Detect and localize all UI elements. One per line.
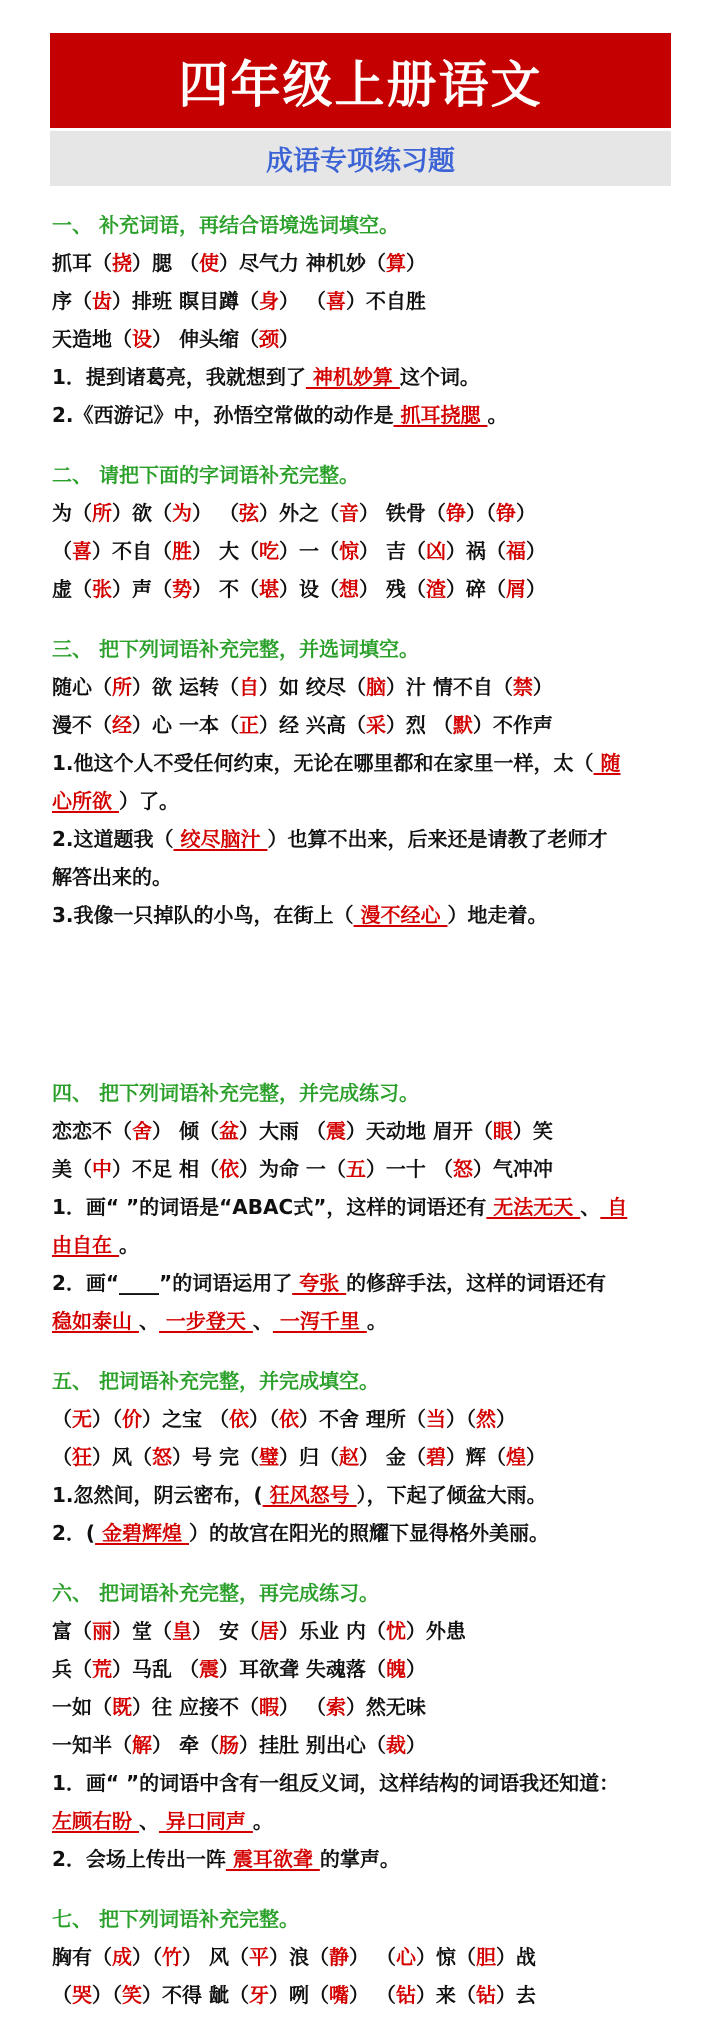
question-text: 的修辞手法，这样的词语还有 bbox=[346, 1271, 607, 1295]
page-title: 四年级上册语文 bbox=[50, 33, 671, 128]
answer-char: 当 bbox=[425, 1407, 446, 1431]
question-text: ）笑 bbox=[512, 1119, 553, 1143]
question-text: ）外患 bbox=[405, 1619, 466, 1643]
question-text: 这个词。 bbox=[399, 365, 480, 389]
question-text: ） bbox=[525, 1445, 546, 1469]
question-text: 。 bbox=[366, 1309, 387, 1333]
question-text: 一如（ bbox=[52, 1695, 112, 1719]
exercise-line bbox=[52, 282, 682, 320]
section-gap bbox=[52, 1878, 682, 1900]
answer-char: 胆 bbox=[475, 1945, 496, 1969]
question-text: 。 bbox=[487, 403, 508, 427]
question-text: ）大雨 （ bbox=[238, 1119, 326, 1143]
question-text: ） 残（ bbox=[358, 577, 426, 601]
section-title: 三、 把下列词语补充完整，并选词填空。 bbox=[52, 637, 419, 661]
question-text: ）（ bbox=[465, 501, 496, 525]
answer-char: 依 bbox=[218, 1157, 239, 1181]
answer-blank: 夸张 bbox=[292, 1271, 347, 1295]
section-title: 一、 补充词语，再结合语境选词填空。 bbox=[52, 213, 399, 237]
answer-char: 肠 bbox=[218, 1733, 239, 1757]
question-text: ）也算不出来，后来还是请教了老师才 bbox=[267, 827, 608, 851]
question-text: 美（ bbox=[52, 1157, 92, 1181]
question-text: 的掌声。 bbox=[319, 1847, 400, 1871]
exercise-line bbox=[52, 706, 682, 744]
answer-char: 默 bbox=[452, 713, 473, 737]
answer-char: 身 bbox=[258, 289, 279, 313]
question-text: 、 bbox=[252, 1309, 273, 1333]
answer-char: 煌 bbox=[505, 1445, 526, 1469]
section-title: 六、 把词语补充完整，再完成练习。 bbox=[52, 1581, 379, 1605]
exercise-line bbox=[52, 1514, 682, 1552]
question-text: 兵（ bbox=[52, 1657, 92, 1681]
answer-char: 采 bbox=[365, 713, 386, 737]
question-text: ）为命 一（ bbox=[238, 1157, 346, 1181]
answer-char: 怒 bbox=[152, 1445, 172, 1469]
question-text: ） bbox=[525, 577, 546, 601]
answer-blank: 自 bbox=[600, 1195, 628, 1219]
question-text: ）（ bbox=[92, 1407, 122, 1431]
question-text: ）尽气力 神机妙（ bbox=[218, 251, 386, 275]
question-text: 解答出来的。 bbox=[52, 865, 172, 889]
exercise-line bbox=[52, 1150, 682, 1188]
answer-blank: 一泻千里 bbox=[272, 1309, 367, 1333]
question-text: ），下起了倾盆大雨。 bbox=[356, 1483, 547, 1507]
answer-char: 震 bbox=[325, 1119, 346, 1143]
answer-char: 然 bbox=[475, 1407, 496, 1431]
answer-blank: 狂风怒号 bbox=[262, 1483, 357, 1507]
question-text: ） （ bbox=[278, 289, 326, 313]
question-text: 抓耳（ bbox=[52, 251, 112, 275]
answer-blank: 震耳欲聋 bbox=[225, 1847, 320, 1871]
answer-char: 想 bbox=[338, 577, 359, 601]
question-text: ）烈 （ bbox=[385, 713, 453, 737]
answer-blank: 异口同声 bbox=[158, 1809, 253, 1833]
exercise-line bbox=[52, 532, 682, 570]
exercise-line bbox=[52, 1612, 682, 1650]
question-text: ）外之（ bbox=[258, 501, 339, 525]
section-gap bbox=[52, 608, 682, 630]
question-text: 。 bbox=[118, 1233, 139, 1257]
exercise-line bbox=[52, 1726, 682, 1764]
exercise-line bbox=[52, 244, 682, 282]
answer-char: 依 bbox=[278, 1407, 299, 1431]
question-text: ）之宝 （ bbox=[142, 1407, 229, 1431]
answer-char: 依 bbox=[228, 1407, 249, 1431]
answer-blank: 金碧辉煌 bbox=[95, 1521, 189, 1545]
question-text: 1．画“ ”的词语是“ABAC式”，这样的词语还有 bbox=[52, 1195, 487, 1219]
answer-char: 自 bbox=[238, 675, 259, 699]
answer-char: 赵 bbox=[338, 1445, 359, 1469]
question-text: ） 风（ bbox=[182, 1945, 249, 1969]
exercise-line bbox=[52, 494, 682, 532]
question-text: ）不足 相（ bbox=[112, 1157, 219, 1181]
question-text: 天造地（ bbox=[52, 327, 132, 351]
question-text: ）号 完（ bbox=[172, 1445, 259, 1469]
exercise-line bbox=[52, 1650, 682, 1688]
question-text: （ bbox=[52, 1445, 72, 1469]
answer-blank: 一步登天 bbox=[158, 1309, 253, 1333]
answer-char: 喜 bbox=[325, 289, 346, 313]
question-text: 、 bbox=[138, 1809, 159, 1833]
question-text: ）的故宫在阳光的照耀下显得格外美丽。 bbox=[189, 1521, 549, 1545]
exercise-line bbox=[52, 1976, 682, 2014]
exercise-line bbox=[52, 1476, 682, 1514]
exercise-line bbox=[52, 320, 682, 358]
question-text: ） （ bbox=[278, 1695, 326, 1719]
question-text: ） bbox=[405, 251, 426, 275]
question-text: ）（ bbox=[248, 1407, 279, 1431]
question-text: ） 大（ bbox=[192, 539, 259, 563]
question-text: ） bbox=[495, 1407, 516, 1431]
answer-char: 暇 bbox=[258, 1695, 279, 1719]
answer-char: 皇 bbox=[172, 1619, 192, 1643]
question-text: ）咧（ bbox=[268, 1983, 329, 2007]
answer-char: 福 bbox=[505, 539, 526, 563]
answer-char: 铮 bbox=[445, 501, 466, 525]
answer-char: 为 bbox=[172, 501, 192, 525]
answer-char: 价 bbox=[122, 1407, 142, 1431]
answer-char: 算 bbox=[385, 251, 406, 275]
exercise-line bbox=[52, 1302, 682, 1340]
exercise-line bbox=[52, 1840, 682, 1878]
question-text: ）乐业 内（ bbox=[278, 1619, 386, 1643]
answer-char: 竹 bbox=[162, 1945, 182, 1969]
question-text: ）浪（ bbox=[268, 1945, 329, 1969]
answer-char: 丽 bbox=[92, 1619, 112, 1643]
answer-char: 所 bbox=[92, 501, 112, 525]
question-text: 富（ bbox=[52, 1619, 92, 1643]
question-text: 漫不（ bbox=[52, 713, 112, 737]
answer-char: 钻 bbox=[395, 1983, 416, 2007]
question-text: ） bbox=[405, 1733, 426, 1757]
answer-char: 舍 bbox=[132, 1119, 152, 1143]
section-gap bbox=[52, 934, 682, 1074]
question-text: ）欲（ bbox=[112, 501, 172, 525]
question-text: 随心（ bbox=[52, 675, 112, 699]
question-text: 恋恋不（ bbox=[52, 1119, 132, 1143]
answer-char: 颈 bbox=[258, 327, 279, 351]
question-text: 1.他这个人不受任何约束，无论在哪里都和在家里一样，太（ bbox=[52, 751, 594, 775]
answer-char: 哭 bbox=[72, 1983, 92, 2007]
answer-char: 钻 bbox=[475, 1983, 496, 2007]
question-text: ）气冲冲 bbox=[472, 1157, 553, 1181]
exercise-line bbox=[52, 1400, 682, 1438]
question-text: 2．会场上传出一阵 bbox=[52, 1847, 226, 1871]
question-text: ） bbox=[278, 327, 299, 351]
question-text: （ bbox=[52, 539, 72, 563]
question-text: 胸有（ bbox=[52, 1945, 112, 1969]
answer-char: 中 bbox=[92, 1157, 112, 1181]
question-text: ）天动地 眉开（ bbox=[345, 1119, 493, 1143]
answer-char: 使 bbox=[198, 251, 219, 275]
answer-char: 笑 bbox=[122, 1983, 142, 2007]
answer-blank: 稳如泰山 bbox=[52, 1309, 139, 1333]
question-text: ）不自（ bbox=[92, 539, 172, 563]
question-text: ） 安（ bbox=[192, 1619, 259, 1643]
exercise-line bbox=[52, 1188, 682, 1226]
answer-char: 裁 bbox=[385, 1733, 406, 1757]
answer-char: 惊 bbox=[338, 539, 359, 563]
question-text: ）马乱 （ bbox=[112, 1657, 199, 1681]
exercise-line bbox=[52, 1112, 682, 1150]
question-text: ）来（ bbox=[415, 1983, 476, 2007]
answer-char: 张 bbox=[92, 577, 112, 601]
exercise-line bbox=[52, 396, 682, 434]
exercise-line bbox=[52, 744, 682, 782]
answer-char: 五 bbox=[345, 1157, 366, 1181]
question-text: 2.《西游记》中，孙悟空常做的动作是 bbox=[52, 403, 394, 427]
answer-char: 弦 bbox=[238, 501, 259, 525]
question-text: 3.我像一只掉队的小鸟，在街上（ bbox=[52, 903, 354, 927]
question-text: ） 铁骨（ bbox=[358, 501, 446, 525]
question-text: ）祸（ bbox=[445, 539, 506, 563]
answer-char: 静 bbox=[328, 1945, 349, 1969]
question-text: ）辉（ bbox=[445, 1445, 506, 1469]
question-text: ）风（ bbox=[92, 1445, 152, 1469]
answer-char: 铮 bbox=[495, 501, 516, 525]
question-text: ） bbox=[532, 675, 553, 699]
question-text: ）心 一本（ bbox=[132, 713, 239, 737]
question-text: 一知半（ bbox=[52, 1733, 132, 1757]
answer-char: 索 bbox=[325, 1695, 346, 1719]
answer-char: 凶 bbox=[425, 539, 446, 563]
section-gap bbox=[52, 1552, 682, 1574]
answer-char: 禁 bbox=[512, 675, 533, 699]
question-text: ） 倾（ bbox=[152, 1119, 219, 1143]
question-text: 1．提到诸葛亮，我就想到了 bbox=[52, 365, 306, 389]
question-text: 2.这道题我（ bbox=[52, 827, 174, 851]
page-subtitle: 成语专项练习题 bbox=[50, 131, 671, 186]
question-text: ）汁 情不自（ bbox=[385, 675, 513, 699]
question-text: ）如 绞尽（ bbox=[258, 675, 366, 699]
question-text: 2．( bbox=[52, 1521, 96, 1545]
answer-char: 经 bbox=[112, 713, 132, 737]
question-text: ） （ bbox=[348, 1983, 396, 2007]
answer-char: 嘴 bbox=[328, 1983, 349, 2007]
question-text: ）耳欲聋 失魂落（ bbox=[218, 1657, 386, 1681]
answer-char: 忧 bbox=[385, 1619, 406, 1643]
exercise-line bbox=[52, 570, 682, 608]
answer-blank: 绞尽脑汁 bbox=[173, 827, 268, 851]
answer-char: 既 bbox=[112, 1695, 132, 1719]
question-text: ）排班 瞑目蹲（ bbox=[112, 289, 259, 313]
answer-char: 设 bbox=[132, 327, 152, 351]
answer-blank: 随 bbox=[593, 751, 621, 775]
section-title: 七、 把下列词语补充完整。 bbox=[52, 1907, 299, 1931]
question-text: ）战 bbox=[495, 1945, 536, 1969]
question-text: ） bbox=[405, 1657, 426, 1681]
answer-char: 齿 bbox=[92, 289, 112, 313]
question-text: ）归（ bbox=[278, 1445, 339, 1469]
question-text: ） bbox=[515, 501, 536, 525]
question-text: 虚（ bbox=[52, 577, 92, 601]
question-text: ）不作声 bbox=[472, 713, 553, 737]
exercise-line bbox=[52, 668, 682, 706]
answer-char: 盆 bbox=[218, 1119, 239, 1143]
answer-char: 怒 bbox=[452, 1157, 473, 1181]
exercise-line bbox=[52, 1938, 682, 1976]
answer-char: 堪 bbox=[258, 577, 279, 601]
answer-char: 屑 bbox=[505, 577, 526, 601]
exercise-line bbox=[52, 858, 682, 896]
question-text: ） （ bbox=[348, 1945, 396, 1969]
question-text: ）欲 运转（ bbox=[132, 675, 239, 699]
answer-char: 荒 bbox=[92, 1657, 112, 1681]
section-title: 二、 请把下面的字词语补充完整。 bbox=[52, 463, 359, 487]
question-text: 、 bbox=[580, 1195, 601, 1219]
section-gap bbox=[52, 434, 682, 456]
answer-char: 居 bbox=[258, 1619, 279, 1643]
exercise-line bbox=[52, 1264, 682, 1302]
exercise-line bbox=[52, 896, 682, 934]
question-text: ） （ bbox=[192, 501, 239, 525]
exercise-line bbox=[52, 1226, 682, 1264]
question-text: ）经 兴高（ bbox=[258, 713, 366, 737]
answer-char: 势 bbox=[172, 577, 192, 601]
answer-char: 成 bbox=[112, 1945, 132, 1969]
question-text: ） 吉（ bbox=[358, 539, 426, 563]
answer-char: 脑 bbox=[365, 675, 386, 699]
answer-char: 喜 bbox=[72, 539, 92, 563]
question-text: ）碎（ bbox=[445, 577, 506, 601]
exercise-line bbox=[52, 1688, 682, 1726]
question-text: ）地走着。 bbox=[447, 903, 548, 927]
question-text: 、 bbox=[138, 1309, 159, 1333]
question-text: ）设（ bbox=[278, 577, 339, 601]
question-text: ）（ bbox=[445, 1407, 476, 1431]
question-text: ）然无味 bbox=[345, 1695, 426, 1719]
answer-blank: 左顾右盼 bbox=[52, 1809, 139, 1833]
answer-char: 眼 bbox=[492, 1119, 513, 1143]
question-text: ）不舍 理所（ bbox=[298, 1407, 426, 1431]
section-title: 五、 把词语补充完整，并完成填空。 bbox=[52, 1369, 379, 1393]
answer-char: 震 bbox=[198, 1657, 219, 1681]
answer-char: 挠 bbox=[112, 251, 132, 275]
question-text: ）（ bbox=[92, 1983, 122, 2007]
question-text: ）一十 （ bbox=[365, 1157, 453, 1181]
question-text: 序（ bbox=[52, 289, 92, 313]
answer-blank: 漫不经心 bbox=[353, 903, 448, 927]
question-text: 2．画“____”的词语运用了 bbox=[52, 1271, 293, 1295]
answer-char: 碧 bbox=[425, 1445, 446, 1469]
answer-char: 吃 bbox=[258, 539, 279, 563]
answer-char: 正 bbox=[238, 713, 259, 737]
answer-blank: 由自在 bbox=[52, 1233, 119, 1257]
question-text: ）（ bbox=[132, 1945, 162, 1969]
exercise-content bbox=[52, 206, 682, 2014]
question-text: ）声（ bbox=[112, 577, 172, 601]
section-gap bbox=[52, 1340, 682, 1362]
question-text: ）去 bbox=[495, 1983, 536, 2007]
exercise-line bbox=[52, 1802, 682, 1840]
question-text: （ bbox=[52, 1407, 72, 1431]
question-text: （ bbox=[52, 1983, 72, 2007]
answer-blank: 无法无天 bbox=[486, 1195, 581, 1219]
exercise-line bbox=[52, 1438, 682, 1476]
question-text: ）挂肚 别出心（ bbox=[238, 1733, 386, 1757]
answer-char: 平 bbox=[248, 1945, 269, 1969]
question-text: ） 牵（ bbox=[152, 1733, 219, 1757]
question-text: ）了。 bbox=[118, 789, 179, 813]
answer-char: 渣 bbox=[425, 577, 446, 601]
exercise-line bbox=[52, 820, 682, 858]
question-text: ）腮 （ bbox=[132, 251, 199, 275]
answer-blank: 抓耳挠腮 bbox=[393, 403, 488, 427]
answer-char: 璧 bbox=[258, 1445, 279, 1469]
question-text: ）往 应接不（ bbox=[132, 1695, 259, 1719]
answer-blank: 心所欲 bbox=[52, 789, 119, 813]
question-text: ） bbox=[525, 539, 546, 563]
question-text: 为（ bbox=[52, 501, 92, 525]
question-text: 1.忽然间，阴云密布，( bbox=[52, 1483, 263, 1507]
exercise-line bbox=[52, 782, 682, 820]
answer-blank: 神机妙算 bbox=[305, 365, 400, 389]
question-text: ） 伸头缩（ bbox=[152, 327, 259, 351]
question-text: ）一（ bbox=[278, 539, 339, 563]
question-text: ）不得 龇（ bbox=[142, 1983, 249, 2007]
answer-char: 音 bbox=[338, 501, 359, 525]
question-text: ）堂（ bbox=[112, 1619, 172, 1643]
exercise-line bbox=[52, 358, 682, 396]
question-text: 。 bbox=[252, 1809, 273, 1833]
answer-char: 解 bbox=[132, 1733, 152, 1757]
answer-char: 所 bbox=[112, 675, 132, 699]
question-text: ） 不（ bbox=[192, 577, 259, 601]
exercise-line bbox=[52, 1764, 682, 1802]
question-text: ）不自胜 bbox=[345, 289, 426, 313]
answer-char: 魄 bbox=[385, 1657, 406, 1681]
answer-char: 心 bbox=[395, 1945, 416, 1969]
answer-char: 胜 bbox=[172, 539, 192, 563]
question-text: ） 金（ bbox=[358, 1445, 426, 1469]
question-text: ）惊（ bbox=[415, 1945, 476, 1969]
question-text: 1．画“ ”的词语中含有一组反义词，这样结构的词语我还知道： bbox=[52, 1771, 620, 1795]
answer-char: 狂 bbox=[72, 1445, 92, 1469]
answer-char: 牙 bbox=[248, 1983, 269, 2007]
section-title: 四、 把下列词语补充完整，并完成练习。 bbox=[52, 1081, 419, 1105]
answer-char: 无 bbox=[72, 1407, 92, 1431]
